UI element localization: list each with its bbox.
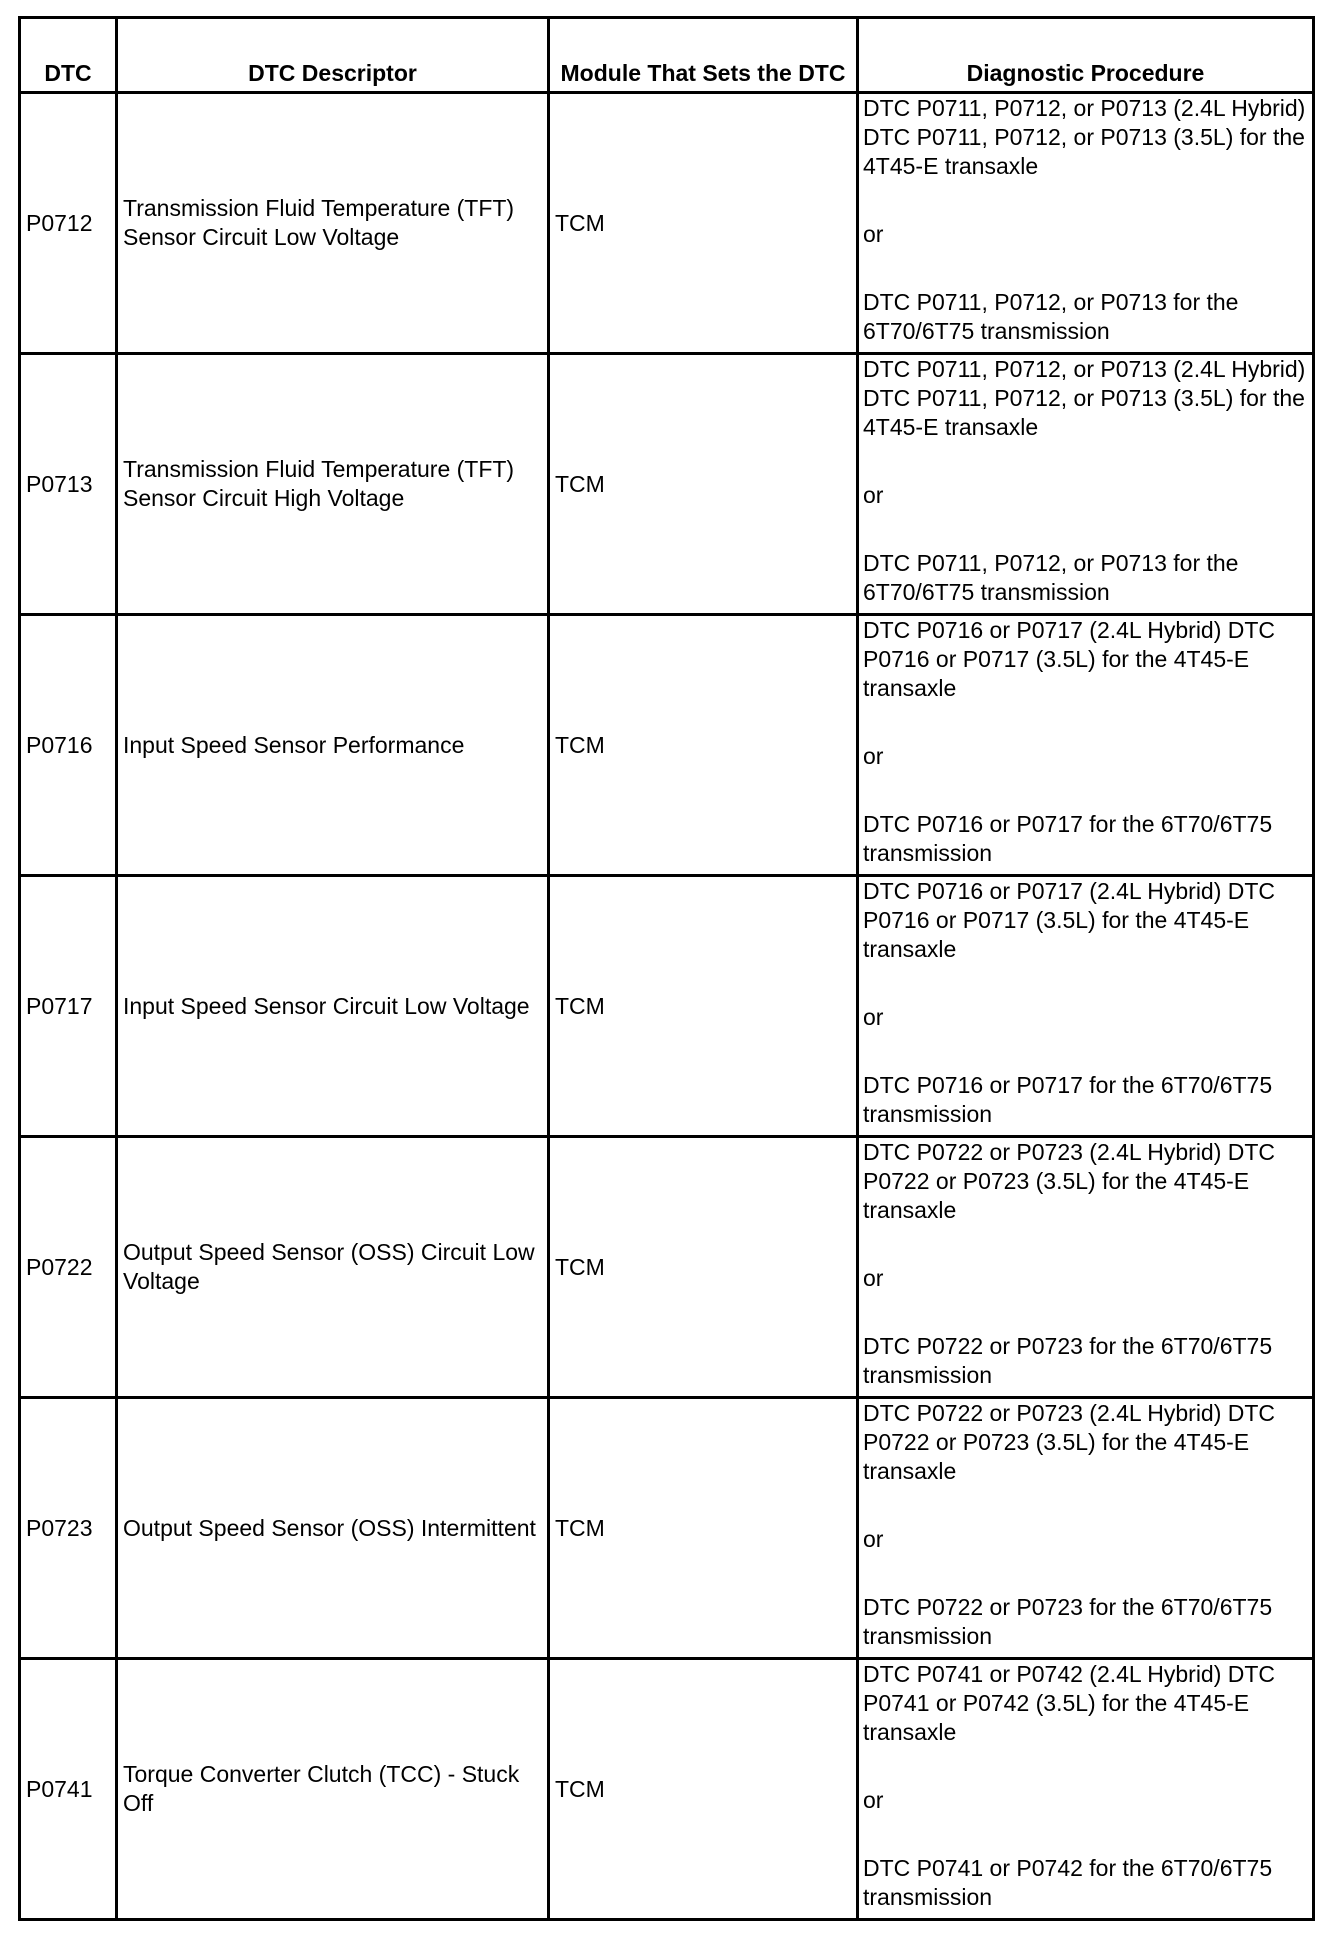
procedure-or: or: [863, 1265, 884, 1291]
procedure-alternate: DTC P0722 or P0723 for the 6T70/6T75 transmission: [863, 1333, 1273, 1388]
setting-module: TCM: [549, 354, 858, 615]
procedure-primary: DTC P0716 or P0717 (2.4L Hybrid) DTC P0716 or P0717 (3.5L) for the 4T45-E transaxle: [863, 878, 1276, 962]
dtc-descriptor: Transmission Fluid Temperature (TFT) Sensor Circuit Low Voltage: [117, 93, 549, 354]
diagnostic-procedure: [858, 1659, 1314, 1920]
header-descriptor: DTC Descriptor: [117, 18, 549, 93]
procedure-or: or: [863, 221, 884, 247]
dtc-code: P0741: [20, 1659, 117, 1920]
procedure-alternate: DTC P0711, P0712, or P0713 for the 6T70/6T75 transmission: [863, 289, 1239, 344]
dtc-code: P0712: [20, 93, 117, 354]
setting-module: TCM: [549, 93, 858, 354]
procedure-or: or: [863, 1004, 884, 1030]
header-dtc: DTC: [20, 18, 117, 93]
procedure-primary: DTC P0711, P0712, or P0713 (2.4L Hybrid) DTC P0711, P0712, or P0713 (3.5L) for the 4T45-E transaxle: [863, 95, 1306, 179]
dtc-code: P0713: [20, 354, 117, 615]
dtc-code: P0717: [20, 876, 117, 1137]
header-procedure: Diagnostic Procedure: [858, 18, 1314, 93]
header-module: Module That Sets the DTC: [549, 18, 858, 93]
table-row: [20, 615, 1314, 876]
setting-module: TCM: [549, 876, 858, 1137]
diagnostic-procedure: [858, 876, 1314, 1137]
procedure-alternate: DTC P0722 or P0723 for the 6T70/6T75 transmission: [863, 1594, 1273, 1649]
procedure-or: or: [863, 1787, 884, 1813]
procedure-or: or: [863, 743, 884, 769]
dtc-descriptor: Output Speed Sensor (OSS) Intermittent: [117, 1398, 549, 1659]
table-row: [20, 354, 1314, 615]
diagnostic-procedure: [858, 1398, 1314, 1659]
dtc-descriptor: Input Speed Sensor Circuit Low Voltage: [117, 876, 549, 1137]
procedure-primary: DTC P0711, P0712, or P0713 (2.4L Hybrid) DTC P0711, P0712, or P0713 (3.5L) for the 4T45-E transaxle: [863, 356, 1306, 440]
table-row: [20, 93, 1314, 354]
diagnostic-procedure: [858, 93, 1314, 354]
table-row: [20, 876, 1314, 1137]
procedure-alternate: DTC P0741 or P0742 for the 6T70/6T75 transmission: [863, 1855, 1273, 1910]
procedure-alternate: DTC P0716 or P0717 for the 6T70/6T75 transmission: [863, 811, 1273, 866]
dtc-table: [18, 16, 1315, 1921]
table-header-row: [20, 18, 1314, 93]
dtc-descriptor: Output Speed Sensor (OSS) Circuit Low Voltage: [117, 1137, 549, 1398]
table-row: [20, 1659, 1314, 1920]
diagnostic-procedure: [858, 1137, 1314, 1398]
procedure-primary: DTC P0741 or P0742 (2.4L Hybrid) DTC P0741 or P0742 (3.5L) for the 4T45-E transaxle: [863, 1661, 1276, 1745]
table-row: [20, 1398, 1314, 1659]
procedure-primary: DTC P0722 or P0723 (2.4L Hybrid) DTC P0722 or P0723 (3.5L) for the 4T45-E transaxle: [863, 1139, 1276, 1223]
procedure-primary: DTC P0716 or P0717 (2.4L Hybrid) DTC P0716 or P0717 (3.5L) for the 4T45-E transaxle: [863, 617, 1276, 701]
procedure-or: or: [863, 1526, 884, 1552]
table-row: [20, 1137, 1314, 1398]
setting-module: TCM: [549, 1398, 858, 1659]
dtc-descriptor: Input Speed Sensor Performance: [117, 615, 549, 876]
dtc-code: P0722: [20, 1137, 117, 1398]
dtc-descriptor: Torque Converter Clutch (TCC) - Stuck Off: [117, 1659, 549, 1920]
procedure-or: or: [863, 482, 884, 508]
diagnostic-procedure: [858, 354, 1314, 615]
dtc-code: P0723: [20, 1398, 117, 1659]
dtc-code: P0716: [20, 615, 117, 876]
setting-module: TCM: [549, 1659, 858, 1920]
procedure-alternate: DTC P0711, P0712, or P0713 for the 6T70/6T75 transmission: [863, 550, 1239, 605]
dtc-descriptor: Transmission Fluid Temperature (TFT) Sensor Circuit High Voltage: [117, 354, 549, 615]
diagnostic-procedure: [858, 615, 1314, 876]
procedure-primary: DTC P0722 or P0723 (2.4L Hybrid) DTC P0722 or P0723 (3.5L) for the 4T45-E transaxle: [863, 1400, 1276, 1484]
setting-module: TCM: [549, 615, 858, 876]
setting-module: TCM: [549, 1137, 858, 1398]
procedure-alternate: DTC P0716 or P0717 for the 6T70/6T75 transmission: [863, 1072, 1273, 1127]
